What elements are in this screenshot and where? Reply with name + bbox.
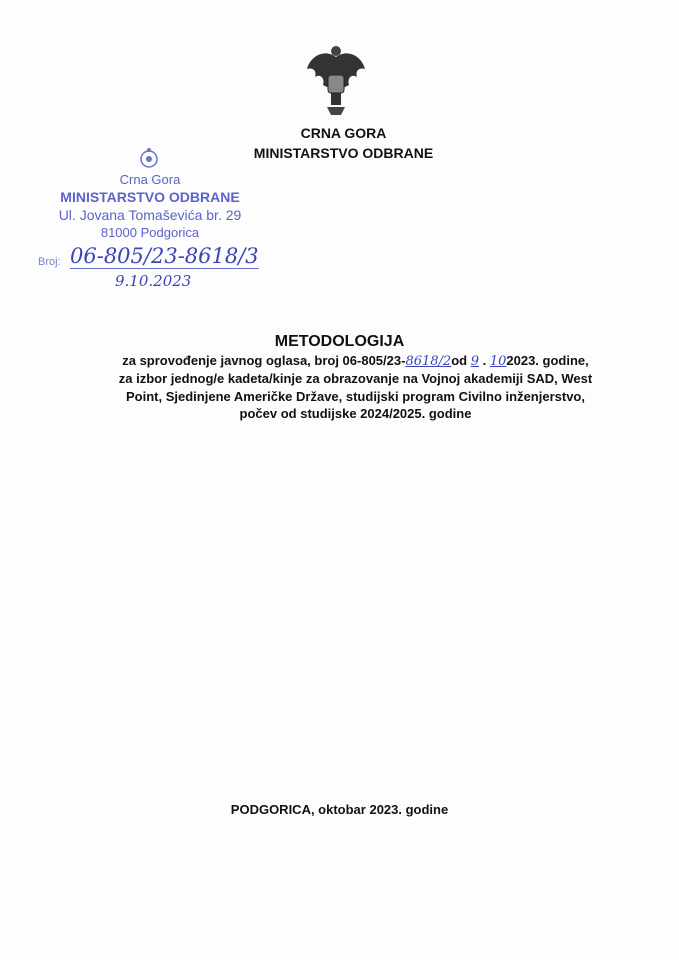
stamp-city: 81000 Podgorica [100,225,200,240]
header-country: CRNA GORA [300,125,387,141]
stamp-number-label: Broj: [38,256,61,268]
header-ministry: MINISTARSTVO ODBRANE [253,145,434,161]
stamp-country: Crna Gora [119,172,181,187]
stamp-number: 06-805/23-8618/3 [70,244,259,268]
document-title: METODOLOGIJA [274,333,405,350]
subtitle-text: za sprovođenje javnog oglasa, broj 06-805/23- [122,353,406,368]
stamp-date: 9.10.2023 [115,272,192,290]
subtitle-line-3: Point, Sjedinjene Američke Države, studijski program Civilno inženjerstvo, [126,389,585,404]
subtitle-line-1: za sprovođenje javnog oglasa, broj 06-805/23-8618/2od 9 . 102023. godine, [122,353,589,369]
subtitle-line-2: za izbor jednog/e kadeta/kinje za obrazovanje na Vojnoj akademiji SAD, West [118,371,593,386]
footer-place-date: PODGORICA, oktobar 2023. godine [230,802,449,817]
stamp-coat-icon [138,147,160,169]
handwritten-month: 10 [489,354,507,369]
subtitle-od: od [451,353,468,368]
coat-of-arms-icon [305,45,367,117]
handwritten-number: 8618/2 [405,354,452,369]
handwritten-day: 9 [470,354,479,369]
subtitle-year: 2023. godine, [506,353,589,368]
stamp-address: Ul. Jovana Tomaševića br. 29 [58,207,242,223]
subtitle-line-4: počev od studijske 2024/2025. godine [239,406,472,421]
stamp-ministry: MINISTARSTVO ODBRANE [60,189,240,205]
